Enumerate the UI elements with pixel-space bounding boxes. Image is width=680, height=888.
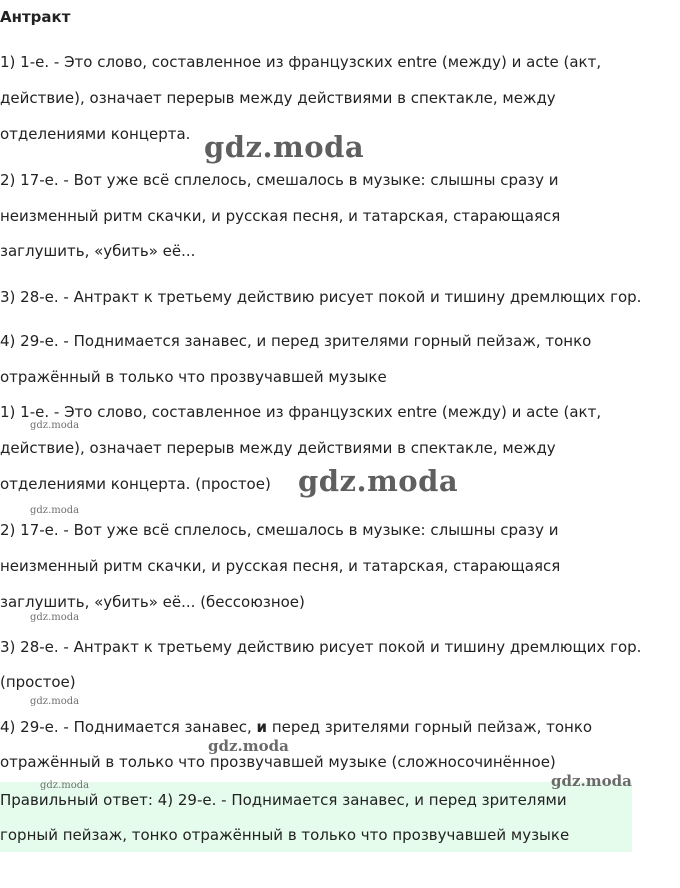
text-line: отделениями концерта. — [0, 125, 191, 143]
text-line: неизменный ритм скачки, и русская песня, и татарская, старающаяся — [0, 557, 561, 575]
text-line: отражённый в только что прозвучавшей музыке — [0, 368, 387, 386]
watermark-logo: gdz.moda — [551, 772, 632, 790]
text-line: заглушить, «убить» её... — [0, 242, 196, 260]
text-fragment: перед зрителями горный пейзаж, тонко — [267, 718, 593, 736]
text-line: 2) 17-е. - Вот уже всё сплелось, смешалось в музыке: слышны сразу и — [0, 171, 559, 189]
text-line: действие), означает перерыв между действиями в спектакле, между — [0, 439, 556, 457]
text-line: действие), означает перерыв между действиями в спектакле, между — [0, 89, 556, 107]
text-line: неизменный ритм скачки, и русская песня, и татарская, старающаяся — [0, 207, 561, 225]
watermark-logo: gdz.moda — [30, 612, 80, 623]
text-line: 1) 1-е. - Это слово, составленное из французских entre (между) и acte (акт, — [0, 403, 602, 421]
text-line: заглушить, «убить» её... (бессоюзное) — [0, 593, 305, 611]
text-line: 2) 17-е. - Вот уже всё сплелось, смешалось в музыке: слышны сразу и — [0, 521, 559, 539]
text-line: отражённый в только что прозвучавшей музыке (сложносочинённое) — [0, 753, 556, 771]
page-title: Антракт — [0, 8, 71, 26]
highlighted-conjunction: и — [256, 718, 268, 736]
watermark-logo: gdz.moda — [30, 505, 80, 516]
watermark-logo: gdz.moda — [208, 737, 289, 755]
answer-line: Правильный ответ: 4) 29-е. - Поднимается занавес, и перед зрителями — [0, 791, 567, 809]
answer-line: горный пейзаж, тонко отражённый в только что прозвучавшей музыке — [0, 826, 570, 844]
text-line: отделениями концерта. (простое) — [0, 475, 271, 493]
text-fragment: 4) 29-е. - Поднимается занавес, — [0, 718, 257, 736]
watermark-logo: gdz.moda — [30, 420, 80, 431]
watermark-logo: gdz.moda — [204, 130, 365, 164]
text-line — [0, 717, 592, 737]
text-line: 1) 1-е. - Это слово, составленное из французских entre (между) и acte (акт, — [0, 53, 602, 71]
text-line: (простое) — [0, 673, 76, 691]
watermark-logo: gdz.moda — [40, 780, 90, 791]
text-line: 4) 29-е. - Поднимается занавес, и перед зрителями горный пейзаж, тонко — [0, 332, 592, 350]
watermark-logo: gdz.moda — [298, 464, 459, 498]
text-line: 3) 28-е. - Антракт к третьему действию рисует покой и тишину дремлющих гор. — [0, 638, 642, 656]
text-line: 3) 28-е. - Антракт к третьему действию рисует покой и тишину дремлющих гор. — [0, 288, 642, 306]
watermark-logo: gdz.moda — [30, 696, 80, 707]
